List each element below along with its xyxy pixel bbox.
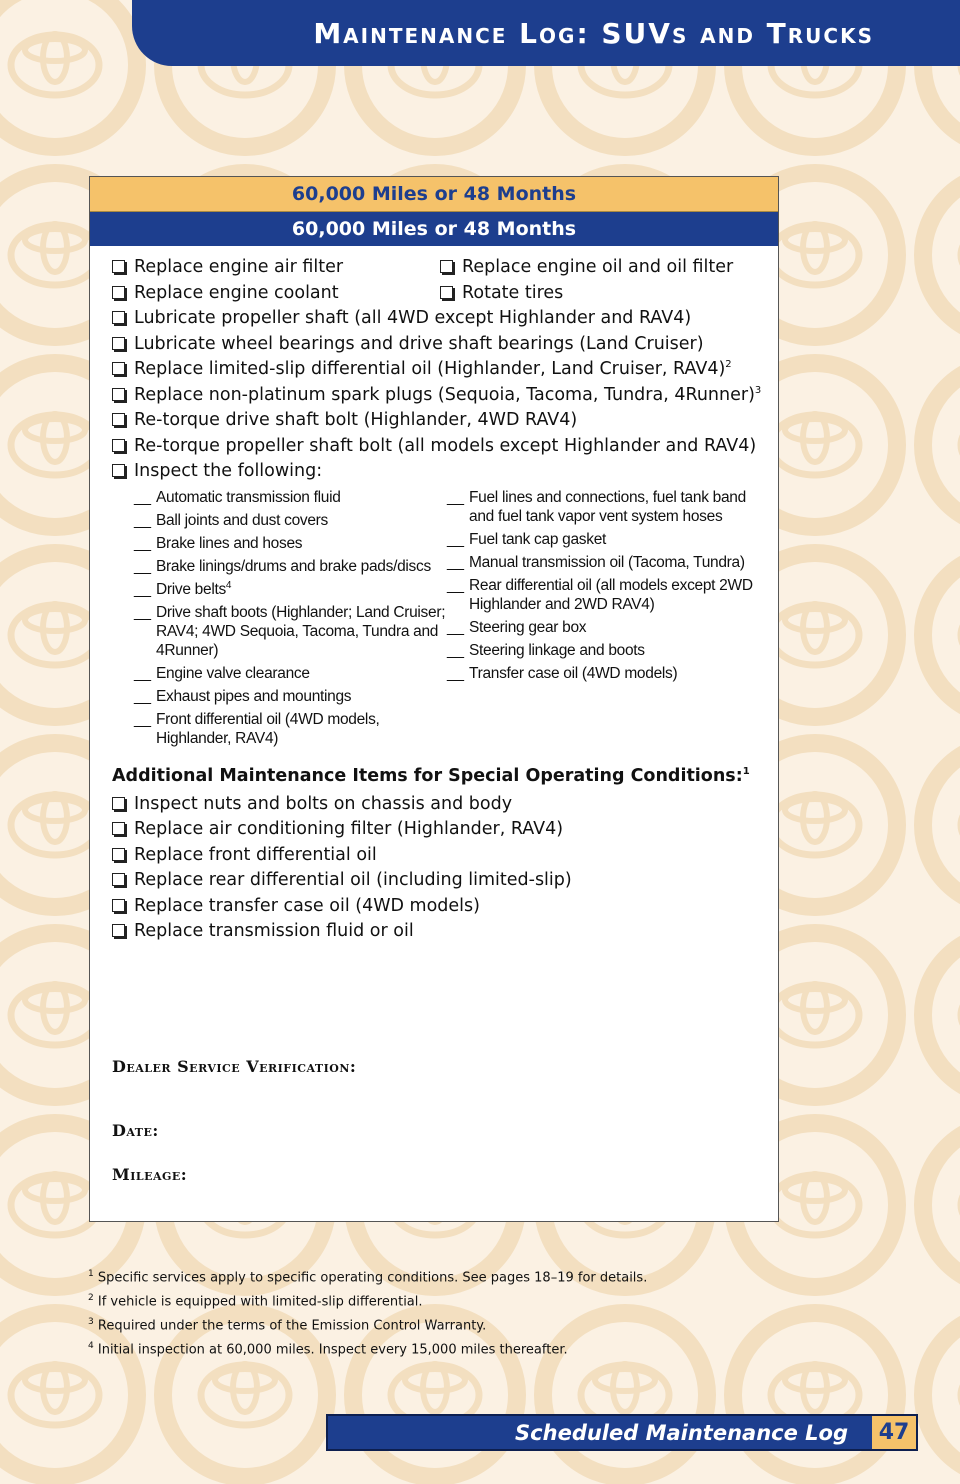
interval-band-blue: 60,000 Miles or 48 Months xyxy=(90,212,778,246)
checkbox[interactable] xyxy=(112,337,125,350)
task-item: Rotate tires xyxy=(440,281,563,307)
checkbox[interactable] xyxy=(112,362,125,375)
footnote: $^4$ Initial inspection at 60,000 miles. Inspect every 15,000 miles thereafter. xyxy=(88,1341,568,1358)
inspection-item: __ Manual transmission oil (Tacoma, Tundra) xyxy=(447,553,745,571)
inspection-item: __ Brake lines and hoses xyxy=(134,534,303,552)
footer-bar xyxy=(326,1414,918,1451)
inspection-item: __ Fuel lines and connections, fuel tank band and fuel tank vapor vent system hoses xyxy=(447,488,746,525)
date-label: Date: xyxy=(112,1121,159,1140)
inspection-item: __ Engine valve clearance xyxy=(134,664,310,682)
additional-item: Replace air conditioning filter (Highlander, RAV4) xyxy=(112,817,762,843)
page-title: Maintenance Log: SUVs and Trucks xyxy=(313,16,874,50)
task-item: Lubricate wheel bearings and drive shaft bearings (Land Cruiser) xyxy=(112,332,762,358)
inspection-item: __ Automatic transmission fluid xyxy=(134,488,341,506)
additional-item: Replace transmission fluid or oil xyxy=(112,919,762,945)
checkbox[interactable] xyxy=(112,413,125,426)
inspection-item: __ Front differential oil (4WD models, Highlander, RAV4) xyxy=(134,710,380,747)
dealer-verification-label: Dealer Service Verification: xyxy=(112,1057,357,1076)
checkbox[interactable] xyxy=(112,439,125,452)
footnote: $^3$ Required under the terms of the Emission Control Warranty. xyxy=(88,1317,487,1334)
inspection-item: __ Transfer case oil (4WD models) xyxy=(447,664,678,682)
inspection-item: __ Ball joints and dust covers xyxy=(134,511,328,529)
header-bar xyxy=(132,0,960,66)
inspection-item: __ Drive belts$^4$ xyxy=(134,579,232,598)
inspection-item: __ Brake linings/drums and brake pads/discs xyxy=(134,557,431,575)
checkbox[interactable] xyxy=(112,899,125,912)
footnotes xyxy=(88,1262,647,1358)
additional-item: Replace rear differential oil (including limited-slip) xyxy=(112,868,762,894)
task-item: Replace non-platinum spark plugs (Sequoia, Tacoma, Tundra, 4Runner)$^3$ xyxy=(112,383,762,409)
checkbox[interactable] xyxy=(440,260,453,273)
checkbox[interactable] xyxy=(112,388,125,401)
task-item: Replace limited-slip differential oil (Highlander, Land Cruiser, RAV4)$^2$ xyxy=(112,357,762,383)
inspection-item: __ Steering gear box xyxy=(447,618,587,636)
additional-item: Replace front differential oil xyxy=(112,843,762,869)
mileage-label: Mileage: xyxy=(112,1165,188,1184)
task-item: Replace engine oil and oil filter xyxy=(440,255,733,281)
inspection-item: __ Steering linkage and boots xyxy=(447,641,645,659)
additional-items-heading: Additional Maintenance Items for Special Operating Conditions:$^1$ xyxy=(112,765,750,786)
task-item: Inspect the following: xyxy=(112,459,762,485)
task-item: Re-torque propeller shaft bolt (all models except Highlander and RAV4) xyxy=(112,434,762,460)
inspection-item: __ Exhaust pipes and mountings xyxy=(134,687,352,705)
footnote-ref: 2 xyxy=(725,359,732,371)
checkbox[interactable] xyxy=(112,286,125,299)
footnote: $^2$ If vehicle is equipped with limited-slip differential. xyxy=(88,1293,423,1310)
inspection-item: __ Drive shaft boots (Highlander; Land Cruiser; RAV4; 4WD Sequoia, Tacoma, Tundra and 4Runner) xyxy=(134,603,446,659)
checkbox[interactable] xyxy=(112,797,125,810)
inspection-list xyxy=(112,488,762,752)
checkbox[interactable] xyxy=(112,924,125,937)
task-item: Replace engine coolant xyxy=(112,281,440,307)
footnote: $^1$ Specific services apply to specific operating conditions. See pages 18–19 for details. xyxy=(88,1269,648,1286)
checkbox[interactable] xyxy=(112,873,125,886)
maintenance-card xyxy=(89,176,779,1222)
footnote-ref: 4 xyxy=(225,579,232,591)
additional-item: Inspect nuts and bolts on chassis and body xyxy=(112,792,762,818)
task-item: Lubricate propeller shaft (all 4WD except Highlander and RAV4) xyxy=(112,306,762,332)
task-item: Replace engine air filter xyxy=(112,255,440,281)
footnote-ref: 3 xyxy=(754,384,762,396)
page-number: 47 xyxy=(872,1416,916,1449)
section-label: Scheduled Maintenance Log xyxy=(515,1420,848,1445)
checkbox[interactable] xyxy=(112,464,125,477)
interval-band-orange: 60,000 Miles or 48 Months xyxy=(90,177,778,212)
additional-item: Replace transfer case oil (4WD models) xyxy=(112,894,762,920)
checkbox[interactable] xyxy=(112,848,125,861)
footnote-ref: 1 xyxy=(742,765,750,777)
checkbox[interactable] xyxy=(440,286,453,299)
checkbox[interactable] xyxy=(112,822,125,835)
task-item: Re-torque drive shaft bolt (Highlander, 4WD RAV4) xyxy=(112,408,762,434)
inspection-item: __ Fuel tank cap gasket xyxy=(447,530,607,548)
checkbox[interactable] xyxy=(112,260,125,273)
checkbox[interactable] xyxy=(112,311,125,324)
task-list xyxy=(112,255,762,945)
inspection-item: __ Rear differential oil (all models except 2WD Highlander and 2WD RAV4) xyxy=(447,576,753,613)
